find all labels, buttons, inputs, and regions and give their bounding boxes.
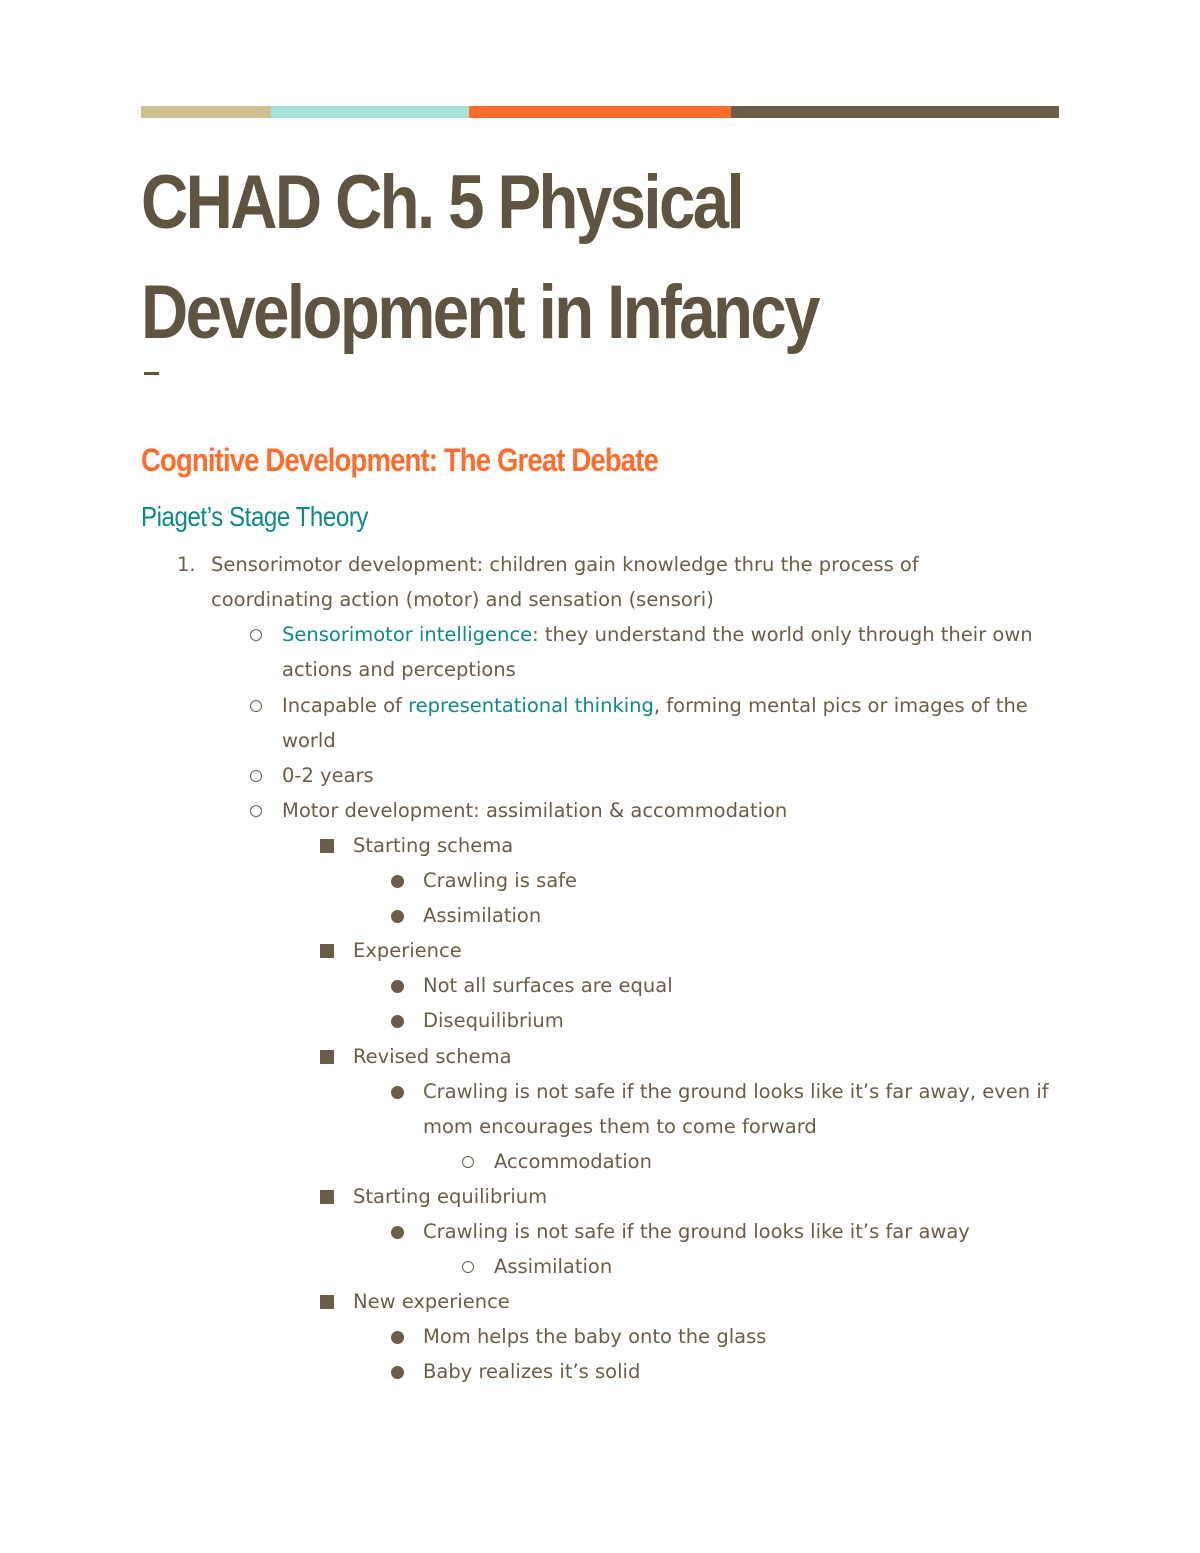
- sub-sub-bullet-text: Crawling is safe: [423, 869, 578, 892]
- hollow-bullet-icon: [250, 629, 262, 641]
- filled-bullet-icon: [391, 875, 404, 888]
- title-line-2: Development in Infancy: [141, 270, 818, 355]
- square-bullet-icon: [320, 1190, 334, 1204]
- hollow-bullet-icon: [250, 805, 262, 817]
- hollow-bullet-icon: [462, 1156, 474, 1168]
- sub-sub-bullet-text: Baby realizes it’s solid: [423, 1360, 641, 1383]
- list-item-text: Sensorimotor development: children gain knowledge thru the process of: [211, 553, 919, 576]
- sub-bullet-text: Revised schema: [353, 1045, 512, 1068]
- bullet-text: Sensorimotor intelligence: they understand the world only through their own: [282, 623, 1033, 646]
- level4-bullet-text: Accommodation: [494, 1150, 652, 1173]
- bar-segment-brown: [731, 106, 1059, 118]
- sub-sub-bullet-text-cont: mom encourages them to come forward: [423, 1115, 817, 1138]
- filled-bullet-icon: [391, 910, 404, 923]
- bullet-text: 0-2 years: [282, 764, 374, 787]
- bullet-text: Incapable of representational thinking, forming mental pics or images of the: [282, 694, 1028, 717]
- decorative-color-bar: [141, 106, 1059, 118]
- filled-bullet-icon: [391, 1086, 404, 1099]
- sub-sub-bullet-text: Mom helps the baby onto the glass: [423, 1325, 767, 1348]
- bullet-text-cont: world: [282, 729, 336, 752]
- sub-sub-bullet-text: Crawling is not safe if the ground looks like it’s far away, even if: [423, 1080, 1049, 1103]
- sub-sub-bullet-text: Assimilation: [423, 904, 542, 927]
- sub-bullet-text: Starting schema: [353, 834, 514, 857]
- filled-bullet-icon: [391, 1015, 404, 1028]
- subsection-heading: Piaget’s Stage Theory: [141, 501, 369, 532]
- sub-bullet-text: New experience: [353, 1290, 510, 1313]
- square-bullet-icon: [320, 1295, 334, 1309]
- sub-sub-bullet-text: Crawling is not safe if the ground looks like it’s far away: [423, 1220, 970, 1243]
- sub-bullet-text: Experience: [353, 939, 462, 962]
- filled-bullet-icon: [391, 1226, 404, 1239]
- square-bullet-icon: [320, 1050, 334, 1064]
- bullet-text: Motor development: assimilation & accommodation: [282, 799, 788, 822]
- term-highlight: Sensorimotor intelligence: [282, 623, 533, 646]
- bar-segment-tan: [141, 106, 271, 118]
- list-item-text-cont: coordinating action (motor) and sensation (sensori): [211, 588, 714, 611]
- hollow-bullet-icon: [250, 700, 262, 712]
- filled-bullet-icon: [391, 1331, 404, 1344]
- list-number: 1.: [177, 553, 196, 576]
- hollow-bullet-icon: [250, 770, 262, 782]
- square-bullet-icon: [320, 944, 334, 958]
- hollow-bullet-icon: [462, 1261, 474, 1273]
- title-dash: [144, 372, 159, 375]
- document-title: [141, 148, 949, 368]
- level4-bullet-text: Assimilation: [494, 1255, 613, 1278]
- bar-segment-orange: [469, 106, 731, 118]
- section-heading: Cognitive Development: The Great Debate: [141, 442, 658, 478]
- sub-sub-bullet-text: Disequilibrium: [423, 1009, 564, 1032]
- filled-bullet-icon: [391, 1366, 404, 1379]
- term-highlight: representational thinking: [408, 694, 654, 717]
- sub-sub-bullet-text: Not all surfaces are equal: [423, 974, 673, 997]
- sub-bullet-text: Starting equilibrium: [353, 1185, 548, 1208]
- square-bullet-icon: [320, 839, 334, 853]
- bar-segment-mint: [271, 106, 469, 118]
- bullet-text-cont: actions and perceptions: [282, 658, 516, 681]
- title-line-1: CHAD Ch. 5 Physical: [141, 160, 743, 245]
- filled-bullet-icon: [391, 980, 404, 993]
